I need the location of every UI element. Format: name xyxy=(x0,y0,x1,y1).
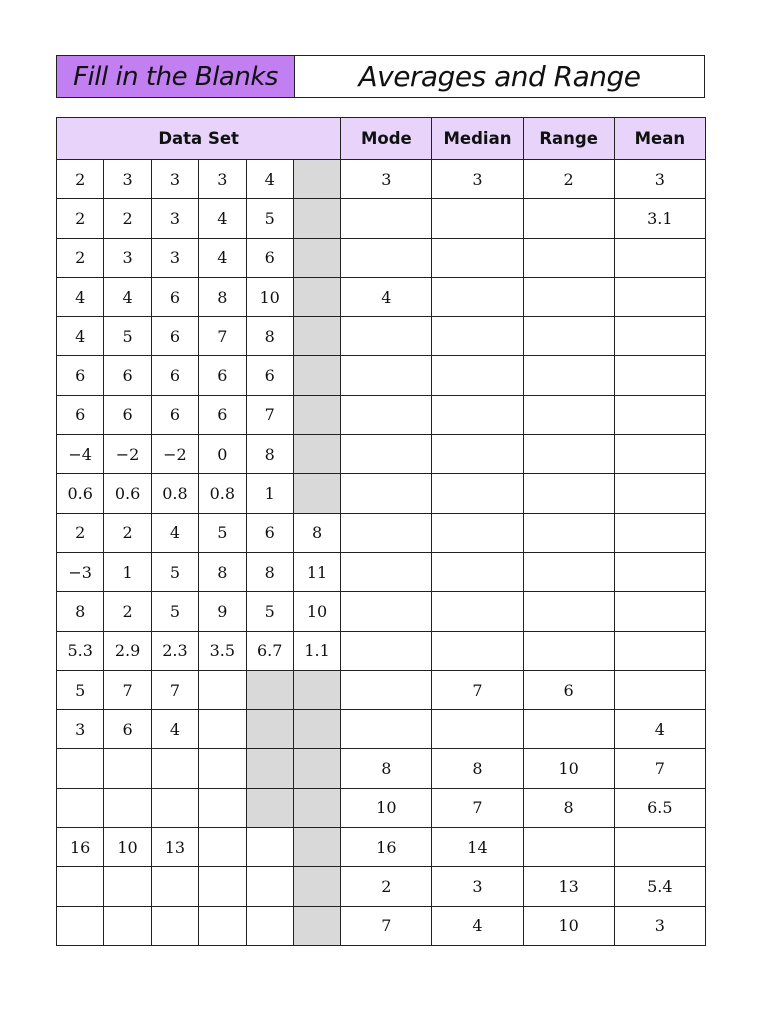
range-cell[interactable] xyxy=(523,199,614,238)
median-cell[interactable] xyxy=(432,513,523,552)
mean-cell[interactable]: 6.5 xyxy=(614,788,705,827)
data-cell: 0.8 xyxy=(151,474,198,513)
mode-cell[interactable] xyxy=(341,513,432,552)
worksheet-body xyxy=(57,160,706,946)
data-cell xyxy=(246,710,293,749)
data-cell: 0.6 xyxy=(104,474,151,513)
data-cell xyxy=(293,435,340,474)
data-cell: 4 xyxy=(57,317,104,356)
data-cell: 2 xyxy=(104,513,151,552)
median-cell[interactable]: 7 xyxy=(432,788,523,827)
data-cell xyxy=(151,749,198,788)
data-cell xyxy=(293,828,340,867)
data-cell: 9 xyxy=(199,592,246,631)
range-cell[interactable]: 10 xyxy=(523,906,614,945)
data-cell: 5 xyxy=(246,592,293,631)
table-row xyxy=(57,277,706,316)
data-cell: 4 xyxy=(57,277,104,316)
mean-cell[interactable] xyxy=(614,317,705,356)
data-cell: 4 xyxy=(151,710,198,749)
data-cell: 2 xyxy=(57,160,104,199)
mean-cell[interactable] xyxy=(614,828,705,867)
median-cell[interactable]: 14 xyxy=(432,828,523,867)
data-cell xyxy=(293,788,340,827)
data-cell: 4 xyxy=(246,160,293,199)
range-cell[interactable] xyxy=(523,474,614,513)
header-median: Median xyxy=(432,118,523,160)
data-cell: 4 xyxy=(199,199,246,238)
median-cell[interactable] xyxy=(432,474,523,513)
data-cell xyxy=(293,356,340,395)
mode-cell[interactable]: 3 xyxy=(341,160,432,199)
table-row xyxy=(57,474,706,513)
data-cell xyxy=(104,749,151,788)
mode-cell[interactable]: 8 xyxy=(341,749,432,788)
range-cell[interactable] xyxy=(523,356,614,395)
mode-cell[interactable] xyxy=(341,710,432,749)
mode-cell[interactable] xyxy=(341,435,432,474)
data-cell: −4 xyxy=(57,435,104,474)
range-cell[interactable] xyxy=(523,828,614,867)
mean-cell[interactable] xyxy=(614,592,705,631)
data-cell: 7 xyxy=(199,317,246,356)
table-row xyxy=(57,749,706,788)
data-cell: 8 xyxy=(199,277,246,316)
data-cell: 3.5 xyxy=(199,631,246,670)
range-cell[interactable] xyxy=(523,435,614,474)
data-cell xyxy=(246,788,293,827)
mean-cell[interactable] xyxy=(614,356,705,395)
mean-cell[interactable]: 3 xyxy=(614,160,705,199)
table-row xyxy=(57,828,706,867)
data-cell xyxy=(293,710,340,749)
data-cell xyxy=(293,906,340,945)
data-cell xyxy=(104,867,151,906)
range-cell[interactable]: 6 xyxy=(523,670,614,709)
table-row xyxy=(57,788,706,827)
median-cell[interactable] xyxy=(432,356,523,395)
data-cell: 6 xyxy=(246,513,293,552)
median-cell[interactable]: 7 xyxy=(432,670,523,709)
data-cell: 2.9 xyxy=(104,631,151,670)
data-cell: 10 xyxy=(104,828,151,867)
range-cell[interactable] xyxy=(523,317,614,356)
data-cell: 8 xyxy=(199,552,246,591)
data-cell: 8 xyxy=(246,552,293,591)
data-cell: 8 xyxy=(246,435,293,474)
mode-cell[interactable] xyxy=(341,552,432,591)
median-cell[interactable] xyxy=(432,395,523,434)
table-row xyxy=(57,631,706,670)
table-row xyxy=(57,395,706,434)
data-cell xyxy=(57,906,104,945)
mode-cell[interactable] xyxy=(341,670,432,709)
range-cell[interactable] xyxy=(523,592,614,631)
data-cell xyxy=(199,788,246,827)
median-cell[interactable]: 8 xyxy=(432,749,523,788)
median-cell[interactable]: 3 xyxy=(432,160,523,199)
data-cell xyxy=(57,749,104,788)
mode-cell[interactable]: 2 xyxy=(341,867,432,906)
data-cell: 6 xyxy=(199,356,246,395)
table-row xyxy=(57,160,706,199)
median-cell[interactable] xyxy=(432,710,523,749)
worksheet-table xyxy=(56,117,706,946)
data-cell: 6 xyxy=(104,710,151,749)
range-cell[interactable] xyxy=(523,631,614,670)
data-cell: −2 xyxy=(151,435,198,474)
data-cell xyxy=(151,867,198,906)
data-cell: 11 xyxy=(293,552,340,591)
mode-cell[interactable] xyxy=(341,317,432,356)
title-bar xyxy=(56,55,705,98)
data-cell: 5 xyxy=(246,199,293,238)
data-cell xyxy=(57,788,104,827)
data-cell: 6 xyxy=(151,317,198,356)
data-cell: 2 xyxy=(57,199,104,238)
data-cell xyxy=(57,867,104,906)
mode-cell[interactable] xyxy=(341,474,432,513)
mean-cell[interactable] xyxy=(614,670,705,709)
data-cell xyxy=(246,749,293,788)
data-cell xyxy=(199,867,246,906)
data-cell: 10 xyxy=(293,592,340,631)
median-cell[interactable] xyxy=(432,631,523,670)
header-mean: Mean xyxy=(614,118,705,160)
data-cell xyxy=(293,238,340,277)
data-cell xyxy=(293,670,340,709)
data-cell xyxy=(293,867,340,906)
data-cell xyxy=(104,906,151,945)
data-cell: 3 xyxy=(104,160,151,199)
data-cell xyxy=(199,749,246,788)
data-cell: −3 xyxy=(57,552,104,591)
table-row xyxy=(57,867,706,906)
mean-cell[interactable] xyxy=(614,631,705,670)
table-row xyxy=(57,356,706,395)
data-cell xyxy=(199,670,246,709)
mean-cell[interactable]: 7 xyxy=(614,749,705,788)
data-cell: 3 xyxy=(199,160,246,199)
table-row xyxy=(57,199,706,238)
data-cell xyxy=(293,395,340,434)
mean-cell[interactable] xyxy=(614,513,705,552)
data-cell: 5.3 xyxy=(57,631,104,670)
data-cell xyxy=(293,749,340,788)
data-cell: 4 xyxy=(199,238,246,277)
data-cell: 5 xyxy=(57,670,104,709)
header-row xyxy=(57,118,706,160)
median-cell[interactable] xyxy=(432,552,523,591)
data-cell xyxy=(199,710,246,749)
mean-cell[interactable] xyxy=(614,277,705,316)
data-cell: 0.6 xyxy=(57,474,104,513)
table-row xyxy=(57,906,706,945)
data-cell: 8 xyxy=(57,592,104,631)
data-cell: 3 xyxy=(151,160,198,199)
mode-cell[interactable] xyxy=(341,199,432,238)
data-cell: 3 xyxy=(57,710,104,749)
median-cell[interactable] xyxy=(432,238,523,277)
data-cell xyxy=(151,788,198,827)
mean-cell[interactable]: 4 xyxy=(614,710,705,749)
data-cell xyxy=(199,906,246,945)
worksheet-title: Averages and Range xyxy=(358,60,641,93)
data-cell: 1.1 xyxy=(293,631,340,670)
data-cell: 0 xyxy=(199,435,246,474)
mean-cell[interactable] xyxy=(614,552,705,591)
median-cell[interactable]: 4 xyxy=(432,906,523,945)
table-row xyxy=(57,552,706,591)
range-cell[interactable]: 13 xyxy=(523,867,614,906)
range-cell[interactable] xyxy=(523,513,614,552)
data-cell xyxy=(293,160,340,199)
mode-cell[interactable] xyxy=(341,238,432,277)
data-cell: 3 xyxy=(104,238,151,277)
data-cell xyxy=(246,828,293,867)
data-cell: 2.3 xyxy=(151,631,198,670)
data-cell: 5 xyxy=(199,513,246,552)
data-cell: 16 xyxy=(57,828,104,867)
data-cell xyxy=(293,474,340,513)
data-cell: 7 xyxy=(104,670,151,709)
data-cell xyxy=(104,788,151,827)
mean-cell[interactable]: 3.1 xyxy=(614,199,705,238)
data-cell: 2 xyxy=(104,592,151,631)
mode-cell[interactable] xyxy=(341,356,432,395)
data-cell xyxy=(246,670,293,709)
data-cell: 6 xyxy=(246,238,293,277)
range-cell[interactable]: 10 xyxy=(523,749,614,788)
data-cell: 7 xyxy=(246,395,293,434)
median-cell[interactable] xyxy=(432,435,523,474)
median-cell[interactable] xyxy=(432,277,523,316)
median-cell[interactable] xyxy=(432,317,523,356)
range-cell[interactable]: 8 xyxy=(523,788,614,827)
data-cell: 6 xyxy=(246,356,293,395)
range-cell[interactable] xyxy=(523,710,614,749)
table-row xyxy=(57,513,706,552)
data-cell: 2 xyxy=(57,513,104,552)
mode-cell[interactable] xyxy=(341,631,432,670)
data-cell: 10 xyxy=(246,277,293,316)
data-cell: 6 xyxy=(57,356,104,395)
data-cell: 5 xyxy=(151,592,198,631)
data-cell: 8 xyxy=(246,317,293,356)
data-cell: 4 xyxy=(151,513,198,552)
data-cell xyxy=(293,277,340,316)
mean-cell[interactable]: 3 xyxy=(614,906,705,945)
data-cell: 1 xyxy=(246,474,293,513)
data-cell: 5 xyxy=(151,552,198,591)
table-row xyxy=(57,435,706,474)
data-cell: 8 xyxy=(293,513,340,552)
mean-cell[interactable] xyxy=(614,238,705,277)
mode-cell[interactable]: 16 xyxy=(341,828,432,867)
mean-cell[interactable]: 5.4 xyxy=(614,867,705,906)
mode-cell[interactable] xyxy=(341,592,432,631)
table-row xyxy=(57,592,706,631)
range-cell[interactable]: 2 xyxy=(523,160,614,199)
range-cell[interactable] xyxy=(523,552,614,591)
data-cell xyxy=(293,199,340,238)
data-cell: 6 xyxy=(151,277,198,316)
header-data-set: Data Set xyxy=(57,118,341,160)
data-cell: 2 xyxy=(57,238,104,277)
mean-cell[interactable] xyxy=(614,435,705,474)
data-cell: 5 xyxy=(104,317,151,356)
data-cell: 4 xyxy=(104,277,151,316)
mode-cell[interactable]: 10 xyxy=(341,788,432,827)
data-cell xyxy=(151,906,198,945)
data-cell: 6.7 xyxy=(246,631,293,670)
median-cell[interactable] xyxy=(432,592,523,631)
data-cell: 7 xyxy=(151,670,198,709)
data-cell xyxy=(246,906,293,945)
table-row xyxy=(57,317,706,356)
table-row xyxy=(57,710,706,749)
range-cell[interactable] xyxy=(523,277,614,316)
mode-cell[interactable] xyxy=(341,395,432,434)
table-row xyxy=(57,238,706,277)
range-cell[interactable] xyxy=(523,238,614,277)
data-cell: 1 xyxy=(104,552,151,591)
data-cell: 0.8 xyxy=(199,474,246,513)
data-cell xyxy=(199,828,246,867)
worksheet-type-label: Fill in the Blanks xyxy=(57,56,295,97)
data-cell: 3 xyxy=(151,199,198,238)
mean-cell[interactable] xyxy=(614,395,705,434)
data-cell: 6 xyxy=(199,395,246,434)
data-cell xyxy=(246,867,293,906)
data-cell: 13 xyxy=(151,828,198,867)
data-cell: 6 xyxy=(104,395,151,434)
mean-cell[interactable] xyxy=(614,474,705,513)
data-cell xyxy=(293,317,340,356)
data-cell: 6 xyxy=(104,356,151,395)
data-cell: 6 xyxy=(57,395,104,434)
median-cell[interactable] xyxy=(432,199,523,238)
data-cell: 3 xyxy=(151,238,198,277)
data-cell: 2 xyxy=(104,199,151,238)
mode-cell[interactable]: 4 xyxy=(341,277,432,316)
range-cell[interactable] xyxy=(523,395,614,434)
median-cell[interactable]: 3 xyxy=(432,867,523,906)
mode-cell[interactable]: 7 xyxy=(341,906,432,945)
header-range: Range xyxy=(523,118,614,160)
data-cell: 6 xyxy=(151,356,198,395)
data-cell: −2 xyxy=(104,435,151,474)
header-mode: Mode xyxy=(341,118,432,160)
data-cell: 6 xyxy=(151,395,198,434)
table-row xyxy=(57,670,706,709)
